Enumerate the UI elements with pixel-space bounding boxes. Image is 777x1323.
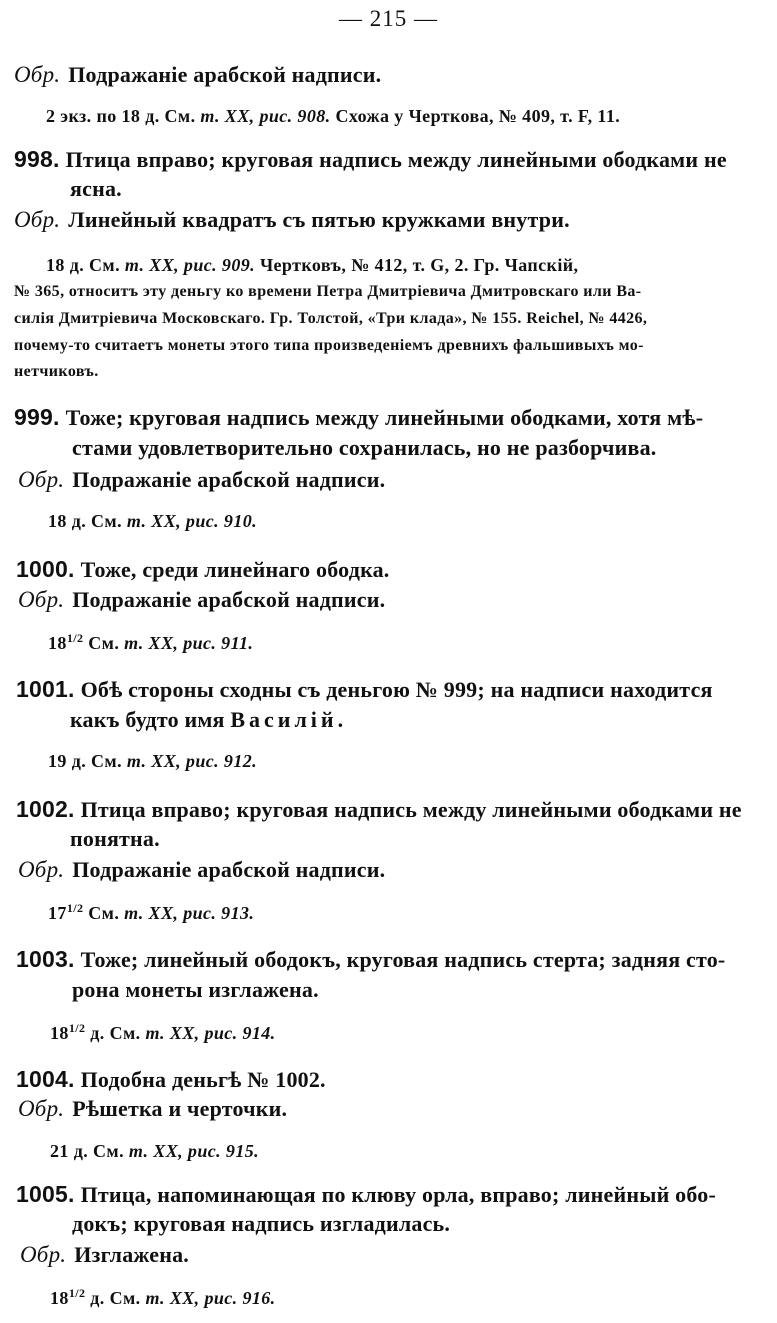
- entry-999-reference: [48, 511, 257, 532]
- obverse-label: Обр.: [18, 857, 65, 882]
- obverse-text: Изглажена.: [74, 1242, 190, 1267]
- reference-fraction: 1/2: [68, 1286, 86, 1300]
- entry-text: рона монеты изглажена.: [72, 977, 319, 1002]
- reference-size: 18: [50, 1288, 69, 1308]
- entry-1004-obverse: [18, 1096, 287, 1122]
- entry-1005-reference: [50, 1286, 276, 1309]
- entry-1001-line-1: [16, 676, 713, 703]
- entry-1001-reference: [48, 751, 257, 772]
- reference-text: 19 д. См.: [48, 751, 122, 771]
- reference-fraction: 1/2: [66, 901, 84, 915]
- obverse-text: Рѣшетка и черточки.: [72, 1096, 288, 1121]
- entry-1000-reference: [48, 631, 253, 654]
- entry-998-reference-1: [46, 255, 578, 276]
- entry-text: Птица вправо; круговая надпись между линейными ободками не: [65, 147, 727, 172]
- obverse-text: Линейный квадратъ съ пятью кружками внутри.: [68, 207, 570, 232]
- entry-1004-line-1: [16, 1066, 326, 1093]
- reference-size: 17: [48, 903, 67, 923]
- reference-fraction: 1/2: [68, 1021, 86, 1035]
- entry-text: докъ; круговая надпись изгладилась.: [72, 1211, 451, 1236]
- intro-reference-line: [46, 106, 620, 127]
- entry-998-line-2: [70, 176, 122, 202]
- reference-table: т. XX,: [124, 903, 179, 923]
- entry-1003-line-2: [72, 977, 319, 1003]
- reference-table: т. XX,: [200, 106, 255, 126]
- entry-1001-line-2: [70, 707, 347, 733]
- entry-text: Птица вправо; круговая надпись между линейными ободками не: [80, 797, 742, 822]
- entry-998-line-1: [14, 146, 727, 173]
- obverse-label: Обр.: [14, 62, 61, 87]
- entry-number: 1004.: [16, 1066, 75, 1092]
- entry-1000-line-1: [16, 556, 390, 583]
- entry-998-reference-3: силія Дмитріевича Московскаго. Гр. Толстой, «Три клада», № 155. Reichel, № 4426,: [14, 310, 648, 327]
- entry-text: Птица, напоминающая по клюву орла, вправо; линейный обо-: [80, 1182, 717, 1207]
- obverse-text: Подражаніе арабской надписи.: [72, 467, 386, 492]
- obverse-label: Обр.: [14, 207, 61, 232]
- entry-text: Тоже; круговая надпись между линейными ободками, хотя мѣ-: [65, 405, 704, 430]
- reference-text: См.: [88, 903, 120, 923]
- reference-size: 18: [48, 633, 67, 653]
- obverse-label: Обр.: [18, 587, 65, 612]
- entry-1003-line-1: [16, 946, 725, 973]
- entry-text: Тоже, среди линейнаго ободка.: [80, 557, 390, 582]
- entry-text: Обѣ стороны сходны съ деньгою № 999; на надписи находится: [80, 677, 713, 702]
- obverse-text: Подражаніе арабской надписи.: [68, 62, 382, 87]
- entry-1003-reference: [50, 1021, 276, 1044]
- reference-text: Чертковъ, № 412, т. G, 2. Гр. Чапскій,: [259, 255, 579, 275]
- obverse-text: Подражаніе арабской надписи.: [72, 587, 386, 612]
- reference-figure: рис. 913.: [183, 903, 255, 923]
- entry-1005-line-2: [72, 1211, 450, 1237]
- entry-number: 1005.: [16, 1181, 75, 1207]
- entry-1004-reference: [50, 1141, 259, 1162]
- entry-1000-obverse: [18, 587, 385, 613]
- reference-table: т. XX,: [128, 1141, 184, 1161]
- entry-1002-reference: [48, 901, 254, 924]
- reference-table: т. XX,: [126, 751, 182, 771]
- entry-999-line-1: [14, 404, 703, 431]
- reference-figure: рис. 911.: [183, 633, 254, 653]
- reference-table: т. XX,: [126, 511, 182, 531]
- reference-table: т. XX,: [124, 255, 180, 275]
- entry-number: 1000.: [16, 556, 75, 582]
- entry-999-line-2: [72, 435, 656, 461]
- entry-name-spaced: Василій.: [230, 707, 348, 732]
- reference-table: т. XX,: [145, 1288, 200, 1308]
- obverse-label: Обр.: [18, 467, 65, 492]
- reference-table: т. XX,: [124, 633, 179, 653]
- reference-text: д. См.: [90, 1023, 141, 1043]
- reference-text: См.: [88, 633, 120, 653]
- entry-1002-line-2: [70, 826, 160, 852]
- page-number: — 215 —: [339, 6, 438, 31]
- entry-number: 998.: [14, 146, 60, 172]
- entry-number: 1002.: [16, 796, 75, 822]
- entry-text: понятна.: [70, 826, 160, 851]
- entry-998-reference-4: почему-то считаетъ монеты этого типа произведеніемъ древнихъ фальшивыхъ мо-: [14, 337, 644, 354]
- entry-1005-line-1: [16, 1181, 716, 1208]
- reference-figure: рис. 912.: [185, 751, 258, 771]
- reference-table: т. XX,: [145, 1023, 200, 1043]
- reference-figure: рис. 909.: [183, 255, 256, 275]
- entry-1002-obverse: [18, 857, 385, 883]
- reference-figure: рис. 908.: [259, 106, 331, 126]
- reference-text: 18 д. См.: [48, 511, 122, 531]
- reference-text: 2 экз. по 18 д. См.: [46, 106, 196, 126]
- obverse-text: Подражаніе арабской надписи.: [72, 857, 386, 882]
- intro-obverse-line: [14, 62, 381, 88]
- entry-number: 1001.: [16, 676, 75, 702]
- reference-size: 18: [50, 1023, 69, 1043]
- entry-998-reference-5: нетчиковъ.: [14, 363, 99, 380]
- reference-text: 18 д. См.: [46, 255, 120, 275]
- entry-number: 999.: [14, 404, 60, 430]
- entry-998-reference-2: № 365, относитъ эту деньгу ко времени Петра Дмитріевича Дмитровскаго или Ва-: [14, 283, 642, 300]
- reference-figure: рис. 910.: [185, 511, 258, 531]
- reference-text: Схожа у Черткова, № 409, т. F, 11.: [335, 106, 621, 126]
- entry-text: Тоже; линейный ободокъ, круговая надпись стерта; задняя сто-: [80, 947, 726, 972]
- entry-text: ясна.: [70, 176, 122, 201]
- entry-998-obverse: [14, 207, 570, 233]
- obverse-label: Обр.: [18, 1096, 65, 1121]
- entry-text: какъ будто имя: [70, 707, 225, 732]
- entry-1005-obverse: [20, 1242, 189, 1268]
- reference-figure: рис. 915.: [187, 1141, 260, 1161]
- obverse-label: Обр.: [20, 1242, 67, 1267]
- entry-text: Подобна деньгѣ № 1002.: [80, 1067, 326, 1092]
- reference-figure: рис. 914.: [204, 1023, 276, 1043]
- reference-fraction: 1/2: [66, 631, 84, 645]
- entry-999-obverse: [18, 467, 385, 493]
- entry-1002-line-1: [16, 796, 742, 823]
- reference-figure: рис. 916.: [204, 1288, 276, 1308]
- reference-text: 21 д. См.: [50, 1141, 124, 1161]
- entry-text: стами удовлетворительно сохранилась, но не разборчива.: [72, 435, 657, 460]
- reference-text: д. См.: [90, 1288, 141, 1308]
- entry-number: 1003.: [16, 946, 75, 972]
